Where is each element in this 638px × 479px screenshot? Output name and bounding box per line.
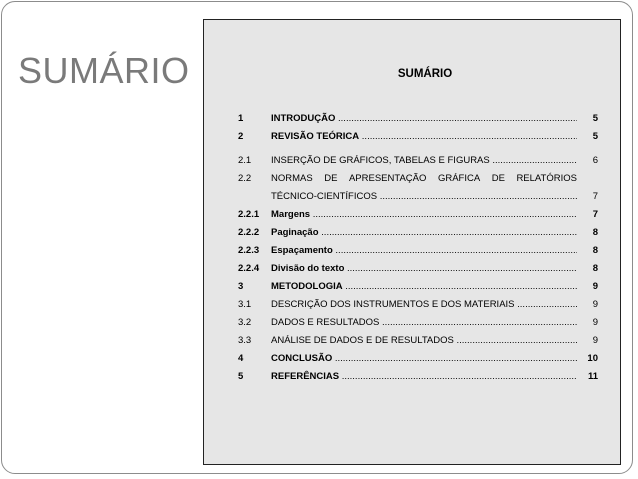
toc-number: 3.1 (238, 299, 252, 310)
toc-page: 5 (592, 131, 598, 142)
toc-title-word: GRÁFICA (437, 173, 481, 184)
toc-page: 5 (592, 113, 598, 124)
toc-title: METODOLOGIA ..... (271, 280, 577, 294)
toc-entry (204, 130, 620, 144)
toc-entry (204, 298, 620, 312)
toc-entry (204, 172, 620, 186)
slide-title: SUMÁRIO (18, 50, 190, 91)
toc-number: 4 (238, 353, 244, 364)
toc-number: 5 (238, 371, 244, 382)
toc-title: ANÁLISE DE DADOS E DE RESULTADOS ..... (271, 334, 577, 348)
toc-number: 3.2 (238, 317, 252, 328)
toc-page: 9 (592, 335, 598, 346)
toc-number: 2.2.1 (238, 209, 260, 220)
toc-page: 8 (592, 263, 598, 274)
toc-page: 8 (592, 245, 598, 256)
toc-entry (204, 280, 620, 294)
toc-title: INTRODUÇÃO ..... (271, 112, 577, 126)
toc-title-word: RELATÓRIOS (516, 173, 577, 184)
toc-entry (204, 244, 620, 258)
toc-page: 9 (592, 317, 598, 328)
toc-number: 2.2.2 (238, 227, 260, 238)
toc-title: DESCRIÇÃO DOS INSTRUMENTOS E DOS MATERIAIS ..... (271, 298, 577, 312)
toc-entry (204, 262, 620, 276)
document-heading: SUMÁRIO (397, 68, 453, 80)
toc-title: Paginação ..... (271, 226, 577, 240)
toc-entry (204, 352, 620, 366)
toc-title-word: NORMAS (271, 173, 313, 184)
toc-title-word: DE (324, 173, 338, 184)
toc-entry-continuation (204, 190, 620, 204)
toc-number: 2.2.3 (238, 245, 260, 256)
toc-page: 9 (592, 299, 598, 310)
toc-title: REVISÃO TEÓRICA ..... (271, 130, 577, 144)
toc-entry (204, 154, 620, 168)
toc-page: 7 (592, 209, 598, 220)
toc-title: DADOS E RESULTADOS ..... (271, 316, 577, 330)
toc-title: Espaçamento ..... (271, 244, 577, 258)
toc-page: 10 (587, 353, 598, 364)
toc-page: 7 (592, 191, 598, 202)
document-image (203, 19, 621, 465)
toc-title: INSERÇÃO DE GRÁFICOS, TABELAS E FIGURAS ..... (271, 154, 577, 168)
toc-entry (204, 316, 620, 330)
toc-title: CONCLUSÃO ..... (271, 352, 577, 366)
toc-number: 2.1 (238, 155, 252, 166)
toc-page: 9 (592, 281, 598, 292)
toc-number: 1 (238, 113, 244, 124)
toc-title-word: DE (491, 173, 505, 184)
toc-title (271, 172, 577, 186)
toc-number: 3 (238, 281, 244, 292)
toc-entry (204, 334, 620, 348)
toc-number: 2 (238, 131, 244, 142)
toc-entry (204, 208, 620, 222)
toc-page: 11 (587, 371, 598, 382)
toc-number: 2.2 (238, 173, 252, 184)
toc-page: 8 (592, 227, 598, 238)
toc-title: REFERÊNCIAS ..... (271, 370, 577, 384)
toc-title: Divisão do texto ..... (271, 262, 577, 276)
toc-entry (204, 370, 620, 384)
toc-title: Margens ..... (271, 208, 577, 222)
toc-entry (204, 226, 620, 240)
toc-title-continuation: TÉCNICO-CIENTÍFICOS ..... (271, 190, 577, 204)
toc-number: 2.2.4 (238, 263, 260, 274)
toc-title-word: APRESENTAÇÃO (348, 173, 427, 184)
toc-number: 3.3 (238, 335, 252, 346)
toc-page: 6 (592, 155, 598, 166)
toc-entry (204, 112, 620, 126)
